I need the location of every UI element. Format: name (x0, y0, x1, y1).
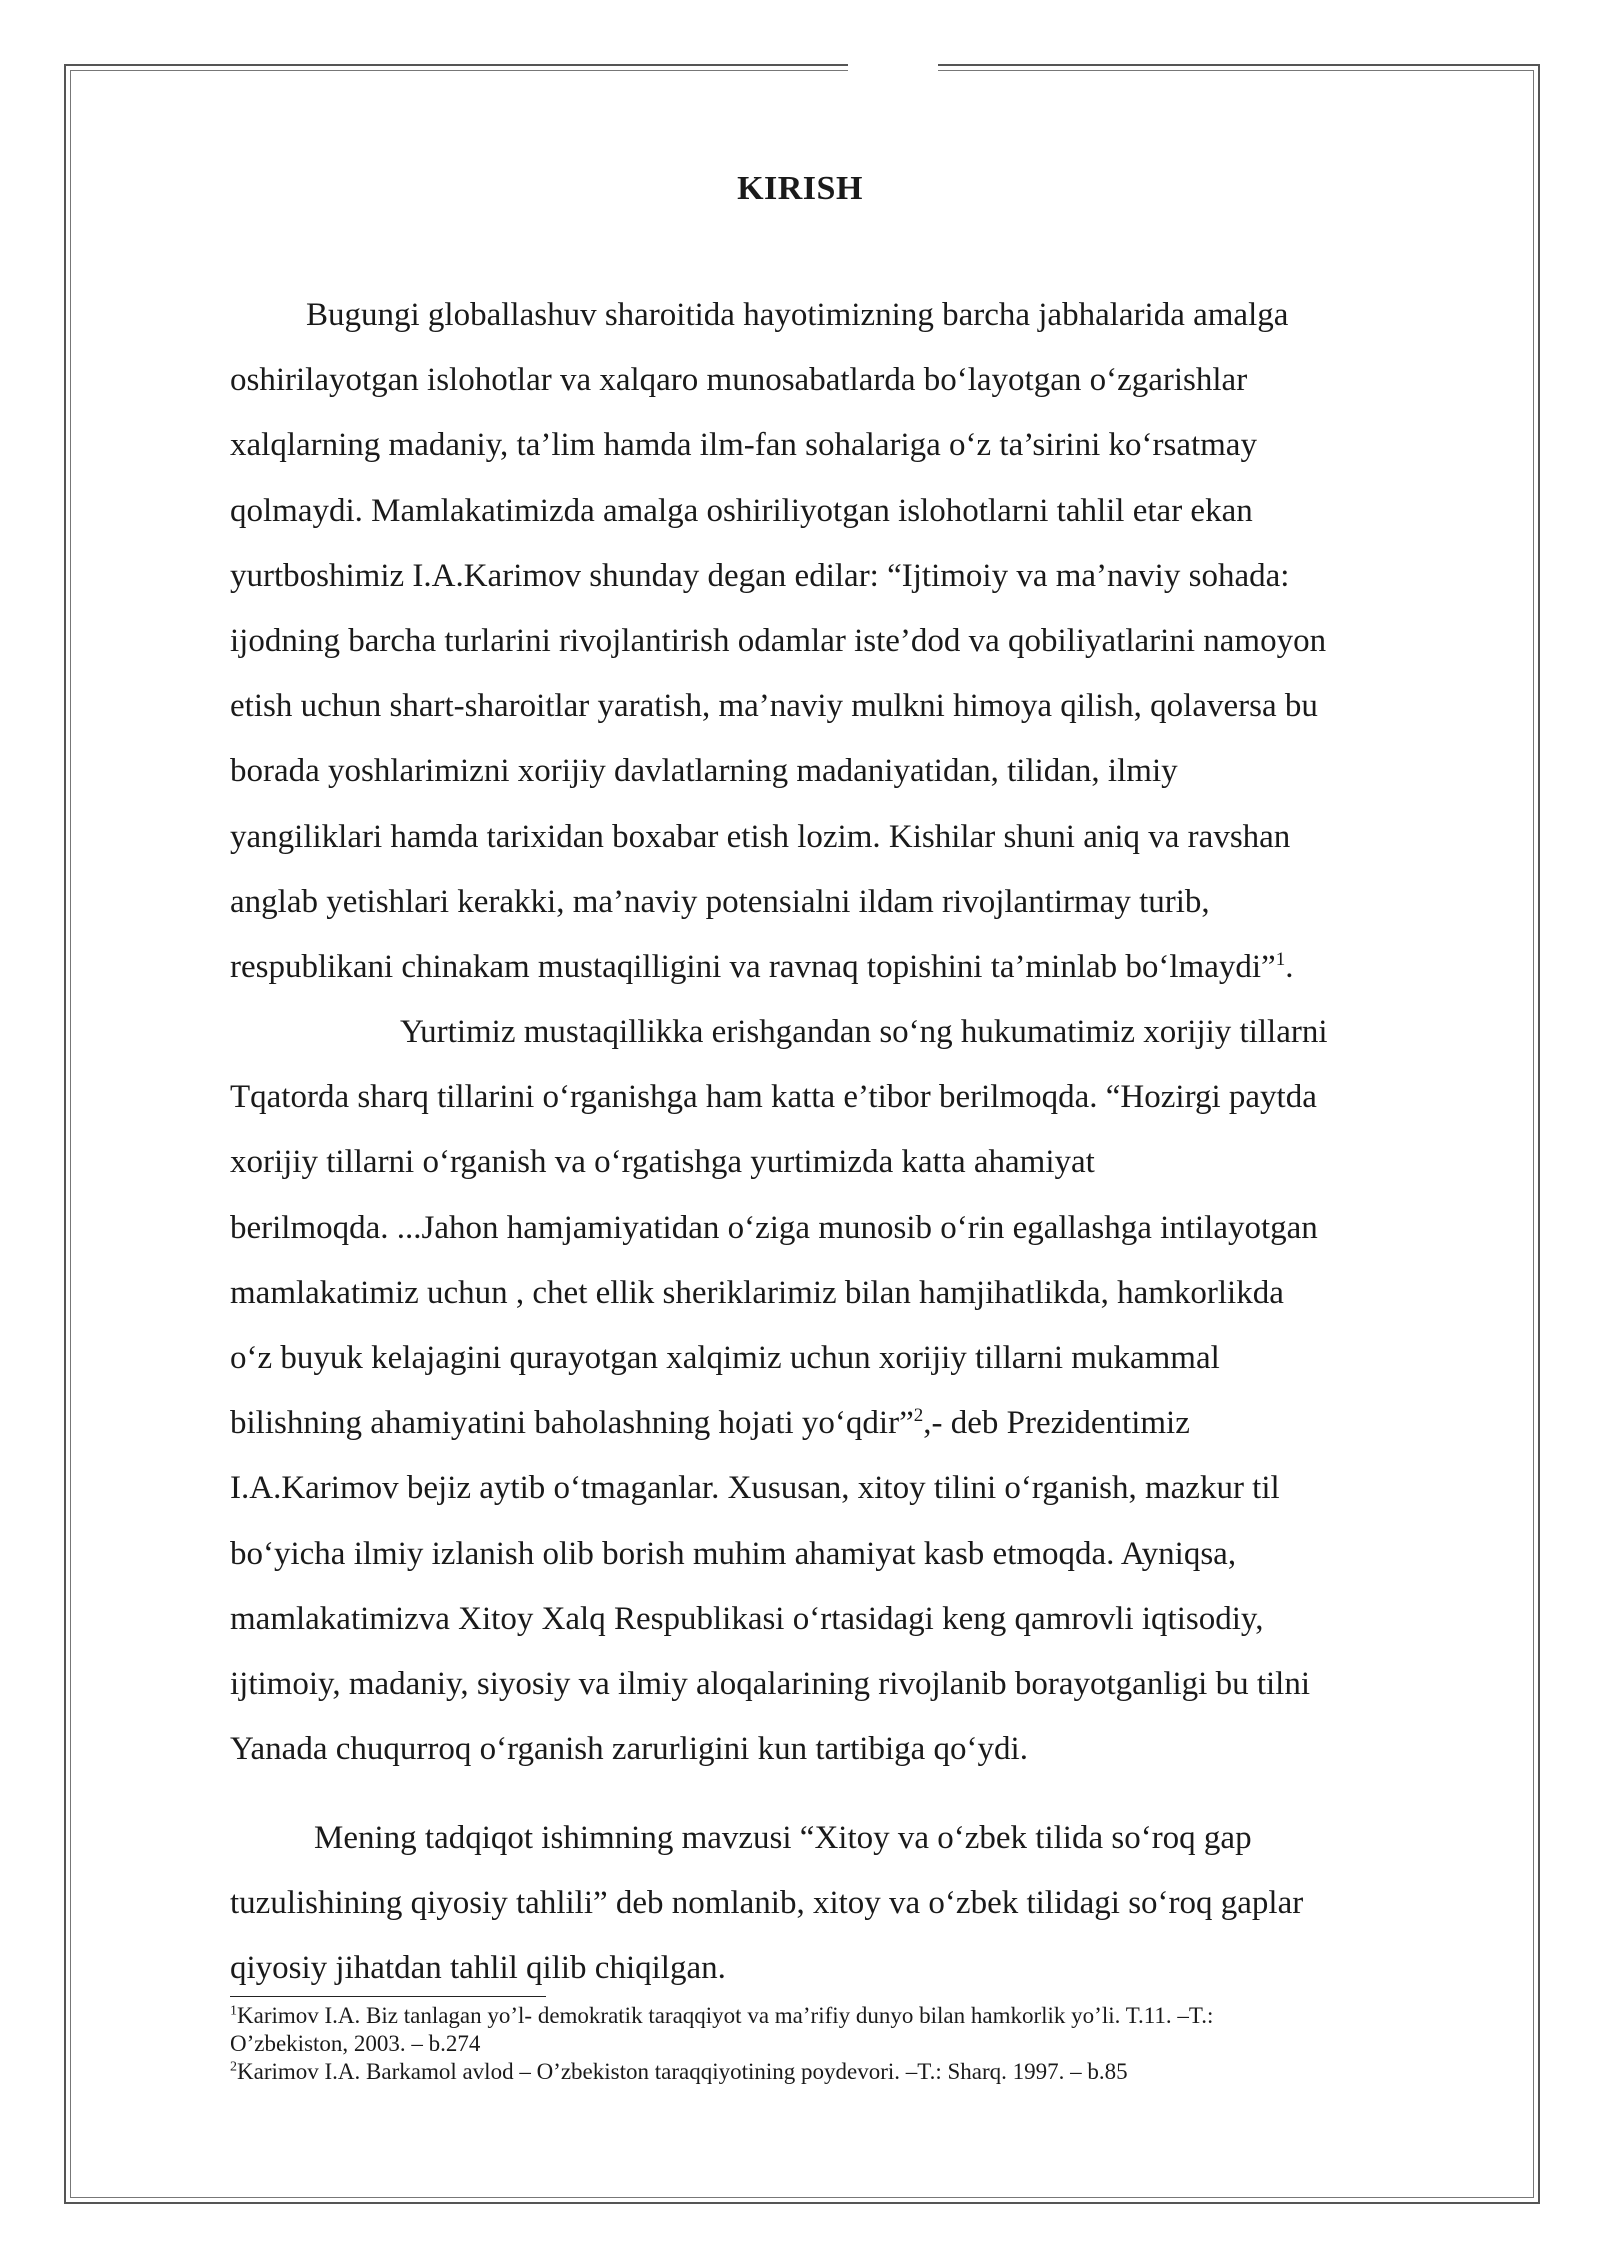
text-line: borada yoshlarimizni xorijiy davlatlarning madaniyatidan, tilidan, ilmiy (230, 753, 1178, 790)
text-line-main: bilishning ahamiyatini baholashning hojati yo‘qdir” (230, 1405, 914, 1442)
text-line: berilmoqda. ...Jahon hamjamiyatidan o‘ziga munosib o‘rin egallashga intilayotgan (230, 1209, 1318, 1246)
footnote-ref-2: 2 (913, 1405, 924, 1427)
footnote-text: Karimov I.A. Biz tanlagan yo’l- demokratik taraqqiyot va ma’rifiy dunyo bilan hamkorlik yo’li. T.11. –T.: (237, 2003, 1214, 2028)
text-line: etish uchun shart-sharoitlar yaratish, ma’naviy mulkni himoya qilish, qolaversa bu (230, 688, 1318, 725)
text-line: xalqlarning madaniy, ta’lim hamda ilm-fan sohalariga o‘z ta’sirini ko‘rsatmay (230, 427, 1257, 464)
text-line (230, 935, 1490, 1000)
text-line: qiyosiy jihatdan tahlil qilib chiqilgan. (230, 1950, 726, 1987)
text-line: o‘z buyuk kelajagini qurayotgan xalqimiz uchun xorijiy tillarni mukammal (230, 1340, 1220, 1377)
paragraph-1 (230, 283, 1490, 1000)
text-line: xorijiy tillarni o‘rganish va o‘rgatishga yurtimizda katta ahamiyat (230, 1144, 1095, 1181)
text-line: Yurtimiz mustaqillikka erishgandan so‘ng hukumatimiz xorijiy tillarni (400, 1014, 1328, 1050)
text-line: bo‘yicha ilmiy izlanish olib borish muhim ahamiyat kasb etmoqda. Ayniqsa, (230, 1535, 1237, 1572)
text-line: oshirilayotgan islohotlar va xalqaro munosabatlarda bo‘layotgan o‘zgarishlar (230, 362, 1248, 399)
paragraph-2 (230, 1000, 1490, 1782)
page-border-gap (848, 58, 938, 78)
text-line: Tqatorda sharq tillarini o‘rganishga ham katta e’tibor berilmoqda. “Hozirgi paytda (230, 1079, 1317, 1116)
text-line: I.A.Karimov bejiz aytib o‘tmaganlar. Xususan, xitoy tilini o‘rganish, mazkur til (230, 1470, 1280, 1507)
paragraph-3 (230, 1806, 1490, 2002)
text-line: tuzulishining qiyosiy tahlili” deb nomlanib, xitoy va o‘zbek tilidagi so‘roq gaplar (230, 1885, 1304, 1922)
text-line: anglab yetishlari kerakki, ma’naviy potensialni ildam rivojlantirmay turib, (230, 883, 1210, 920)
text-line: ijodning barcha turlarini rivojlantirish odamlar iste’dod va qobiliyatlarini namoyon (230, 623, 1327, 660)
page-title: KIRISH (737, 170, 863, 207)
footnote-1 (230, 2002, 1490, 2030)
footnotes (230, 2002, 1490, 2086)
footnote-1-continuation: O’zbekiston, 2003. – b.274 (230, 2031, 481, 2056)
text-line: Yanada chuqurroq o‘rganish zarurligini kun tartibiga qo‘ydi. (230, 1731, 1028, 1768)
footnote-2 (230, 2058, 1490, 2086)
text-line: Mening tadqiqot ishimning mavzusi “Xitoy va o‘zbek tilida so‘roq gap (314, 1820, 1252, 1856)
text-line-tail: . (1285, 949, 1294, 986)
text-line: qolmaydi. Mamlakatimizda amalga oshiriliyotgan islohotlarni tahlil etar ekan (230, 492, 1253, 529)
footnote-ref-1: 1 (1275, 949, 1286, 971)
footnote-mark: 2 (230, 2059, 237, 2075)
footnote-text: Karimov I.A. Barkamol avlod – O’zbekiston taraqqiyotining poydevori. –T.: Sharq. 1997. – b.85 (237, 2059, 1128, 2084)
text-line: mamlakatimiz uchun , chet ellik sheriklarimiz bilan hamjihatlikda, hamkorlikda (230, 1274, 1284, 1311)
text-line: ijtimoiy, madaniy, siyosiy va ilmiy aloqalarining rivojlanib borayotganligi bu tilni (230, 1666, 1310, 1703)
footnote-mark: 1 (230, 2003, 237, 2019)
text-line-tail: ,- deb Prezidentimiz (923, 1405, 1190, 1442)
footnote-separator (230, 1996, 546, 1997)
text-line: yangiliklari hamda tarixidan boxabar etish lozim. Kishilar shuni aniq va ravshan (230, 818, 1291, 855)
text-line: Bugungi globallashuv sharoitida hayotimizning barcha jabhalarida amalga (306, 297, 1289, 333)
text-line-main: respublikani chinakam mustaqilligini va ravnaq topishini ta’minlab bo‘lmaydi” (230, 949, 1276, 986)
text-line (230, 1391, 1490, 1456)
text-line: yurtboshimiz I.A.Karimov shunday degan edilar: “Ijtimoiy va ma’naviy sohada: (230, 557, 1290, 594)
text-line: mamlakatimizva Xitoy Xalq Respublikasi o‘rtasidagi keng qamrovli iqtisodiy, (230, 1600, 1264, 1637)
